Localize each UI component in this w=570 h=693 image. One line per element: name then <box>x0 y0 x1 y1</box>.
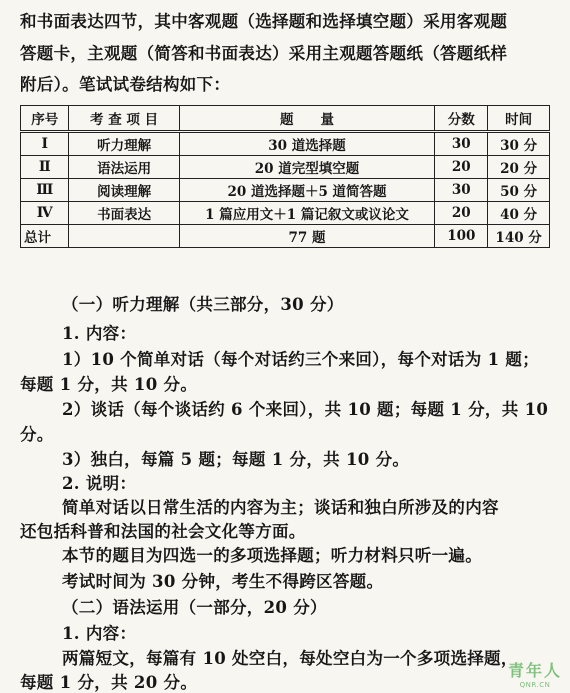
note-label: 2. 说明： <box>62 474 137 493</box>
row-item: 听力理解 <box>69 132 179 156</box>
listening-item-3: 3）独白，每篇 5 题；每题 1 分，共 10 分。 <box>62 450 410 469</box>
note-line: 还包括科普和法国的社会文化等方面。 <box>20 522 306 541</box>
row-score: 30 <box>435 179 488 202</box>
table-header-row <box>21 106 550 132</box>
row-score: 30 <box>435 132 488 156</box>
listening-item-1: 1）10 个简单对话（每个对话约三个来回），每个对话为 1 题； <box>62 350 540 369</box>
section-heading-grammar: （二）语法运用（一部分，20 分） <box>62 598 327 617</box>
row-time: 20 分 <box>488 156 550 179</box>
row-time: 30 分 <box>488 132 550 156</box>
header-cell-score: 分数 <box>435 106 488 132</box>
listening-item-1-cont: 每题 1 分，共 10 分。 <box>20 375 198 394</box>
section-heading-listening: （一）听力理解（共三部分，30 分） <box>62 295 344 314</box>
content-label: 1. 内容： <box>62 624 137 643</box>
listening-item-2-cont: 分。 <box>20 425 54 444</box>
listening-item-2: 2）谈话（每个谈话约 6 个来回），共 10 题；每题 1 分，共 10 <box>62 400 549 419</box>
note-line: 简单对话以日常生活的内容为主；谈话和独白所涉及的内容 <box>62 498 499 517</box>
intro-line: 附后）。笔试试卷结构如下： <box>20 75 231 94</box>
content-label: 1. 内容： <box>62 324 137 343</box>
table-row <box>21 132 550 156</box>
row-number: Ⅳ <box>21 202 69 225</box>
total-score: 100 <box>435 225 488 248</box>
row-time: 50 分 <box>488 179 550 202</box>
row-quantity: 20 道完型填空题 <box>179 156 435 179</box>
header-cell-time: 时间 <box>488 106 550 132</box>
row-item: 书面表达 <box>69 202 179 225</box>
header-cell-no: 序号 <box>21 106 69 132</box>
table-row <box>21 179 550 202</box>
row-number: Ⅰ <box>21 132 69 156</box>
row-number: Ⅲ <box>21 179 69 202</box>
row-item: 阅读理解 <box>69 179 179 202</box>
intro-line: 答题卡，主观题（简答和书面表达）采用主观题答题纸（答题纸样 <box>20 44 508 63</box>
total-item <box>69 225 179 248</box>
watermark-logo: 青年人 <box>507 661 562 680</box>
row-score: 20 <box>435 202 488 225</box>
table-row <box>21 156 550 179</box>
note-line: 考试时间为 30 分钟，考生不得跨区答题。 <box>62 572 384 591</box>
row-time: 40 分 <box>488 202 550 225</box>
header-cell-item: 考 查 项 目 <box>69 106 179 132</box>
intro-line: 和书面表达四节，其中客观题（选择题和选择填空题）采用客观题 <box>20 12 508 31</box>
total-quantity: 77 题 <box>179 225 435 248</box>
table-row <box>21 202 550 225</box>
row-quantity: 20 道选择题＋5 道简答题 <box>179 179 435 202</box>
watermark-url: QNR.CN <box>519 681 551 689</box>
row-number: Ⅱ <box>21 156 69 179</box>
site-watermark <box>508 658 562 689</box>
header-cell-quantity: 题 量 <box>179 106 435 132</box>
exam-structure-table <box>20 105 550 248</box>
note-line: 本节的题目为四选一的多项选择题；听力材料只听一遍。 <box>62 546 482 565</box>
total-label: 总计 <box>21 225 69 248</box>
grammar-line: 每题 1 分，共 20 分。 <box>20 673 198 692</box>
row-quantity: 1 篇应用文＋1 篇记叙文或议论文 <box>179 202 435 225</box>
grammar-line: 两篇短文，每篇有 10 处空白，每处空白为一个多项选择题， <box>62 649 518 668</box>
row-score: 20 <box>435 156 488 179</box>
table-total-row <box>21 225 550 248</box>
total-time: 140 分 <box>488 225 550 248</box>
row-quantity: 30 道选择题 <box>179 132 435 156</box>
row-item: 语法运用 <box>69 156 179 179</box>
